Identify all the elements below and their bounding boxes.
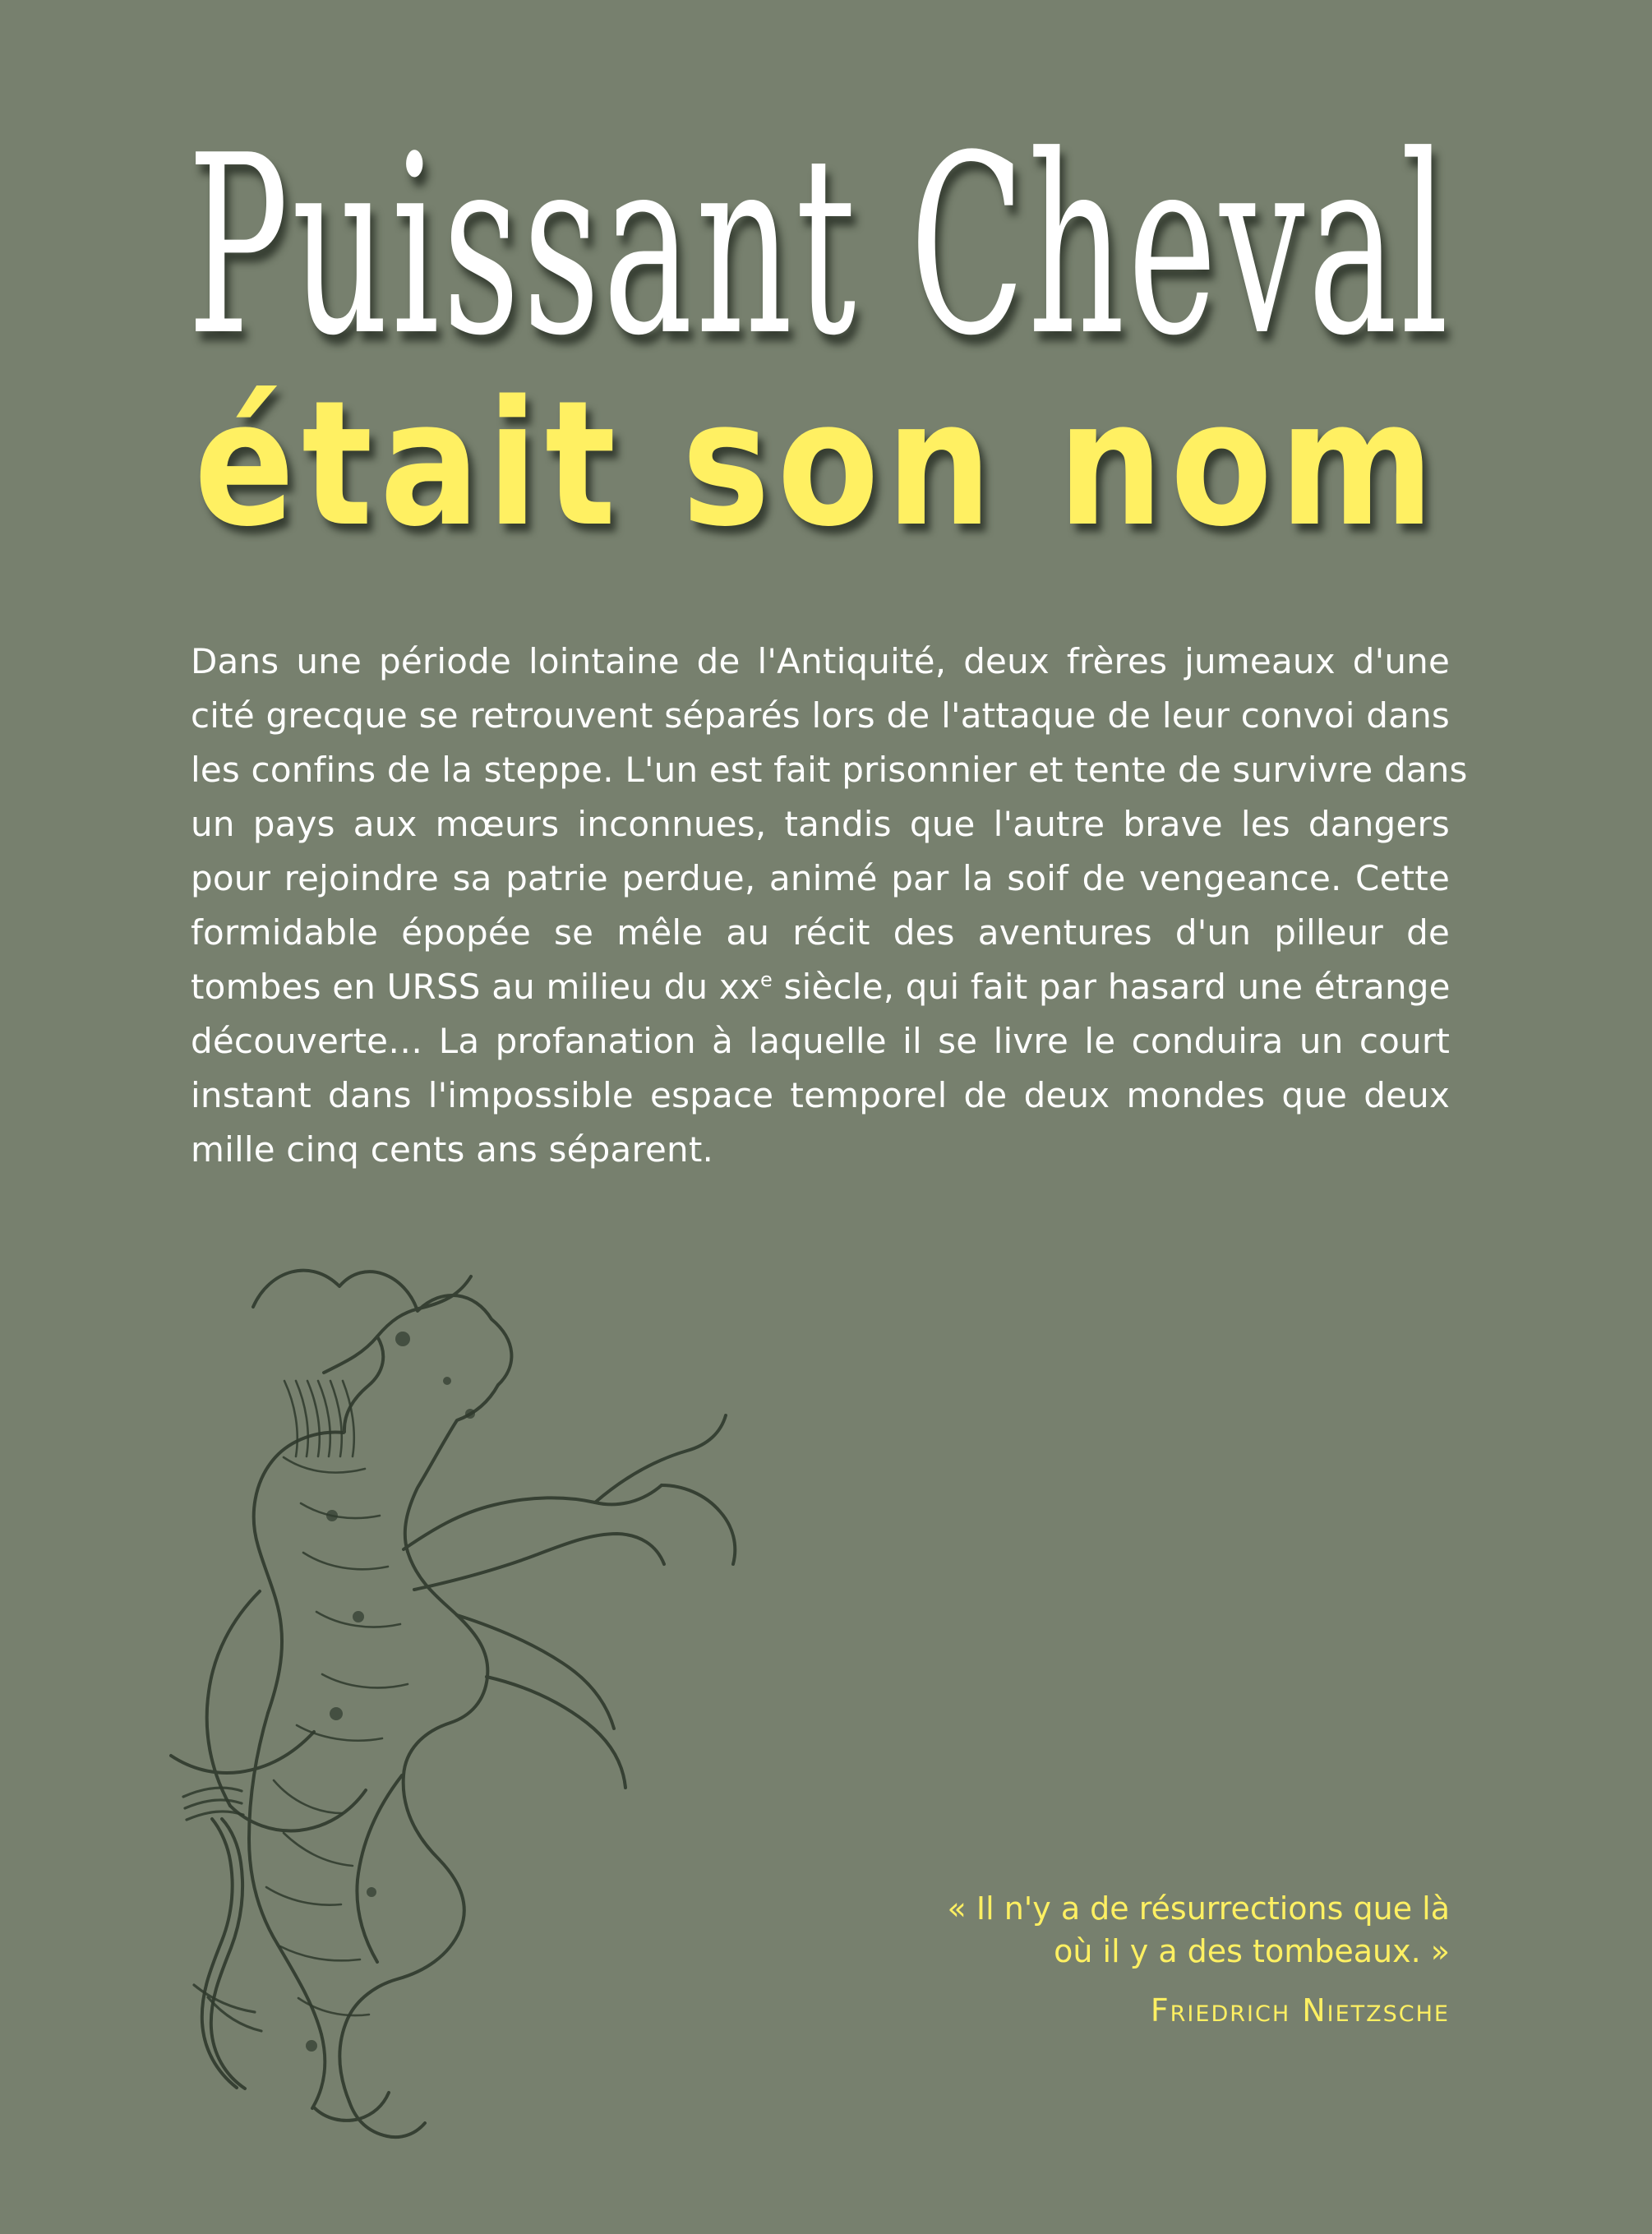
synopsis-line: les confins de la steppe. L'un est fait prisonnier et tente de survivre dans: [191, 750, 1468, 790]
rearing-horse-illustration-icon: [130, 1241, 754, 2153]
book-title: [187, 103, 1452, 567]
synopsis-line: un pays aux mœurs inconnues, tandis que l'autre brave les dangers: [191, 804, 1450, 844]
century-superscript: e: [760, 968, 773, 991]
synopsis-text-before-century: tombes en URSS au milieu du xx: [191, 967, 760, 1007]
synopsis-text-after-century: siècle, qui fait par hasard une étrange: [772, 967, 1451, 1007]
synopsis-line: cité grecque se retrouvent séparés lors de l'attaque de leur convoi dans: [191, 695, 1450, 736]
title-line-etait-son-nom: était son nom: [194, 363, 1442, 565]
epigraph-quote: [743, 1887, 1450, 1973]
synopsis-line: pour rejoindre sa patrie perdue, animé par la soif de vengeance. Cette: [191, 858, 1450, 898]
synopsis-line-century: [191, 960, 1450, 1014]
title-line-puissant-cheval: Puissant Cheval: [187, 103, 1452, 390]
synopsis-line: Dans une période lointaine de l'Antiquité, deux frères jumeaux d'une: [191, 641, 1450, 681]
synopsis-line: formidable épopée se mêle au récit des aventures d'un pilleur de: [191, 912, 1450, 953]
synopsis-line: mille cinq cents ans séparent.: [191, 1129, 714, 1170]
synopsis-line: découverte… La profanation à laquelle il se livre le conduira un court: [191, 1021, 1450, 1061]
quote-line: où il y a des tombeaux. »: [1054, 1933, 1450, 1969]
quote-author: Friedrich Nietzsche: [1150, 1992, 1450, 2029]
synopsis-text: [191, 635, 1468, 1177]
synopsis-line: instant dans l'impossible espace temporel de deux mondes que deux: [191, 1075, 1450, 1115]
quote-line: « Il n'y a de résurrections que là: [947, 1890, 1450, 1927]
